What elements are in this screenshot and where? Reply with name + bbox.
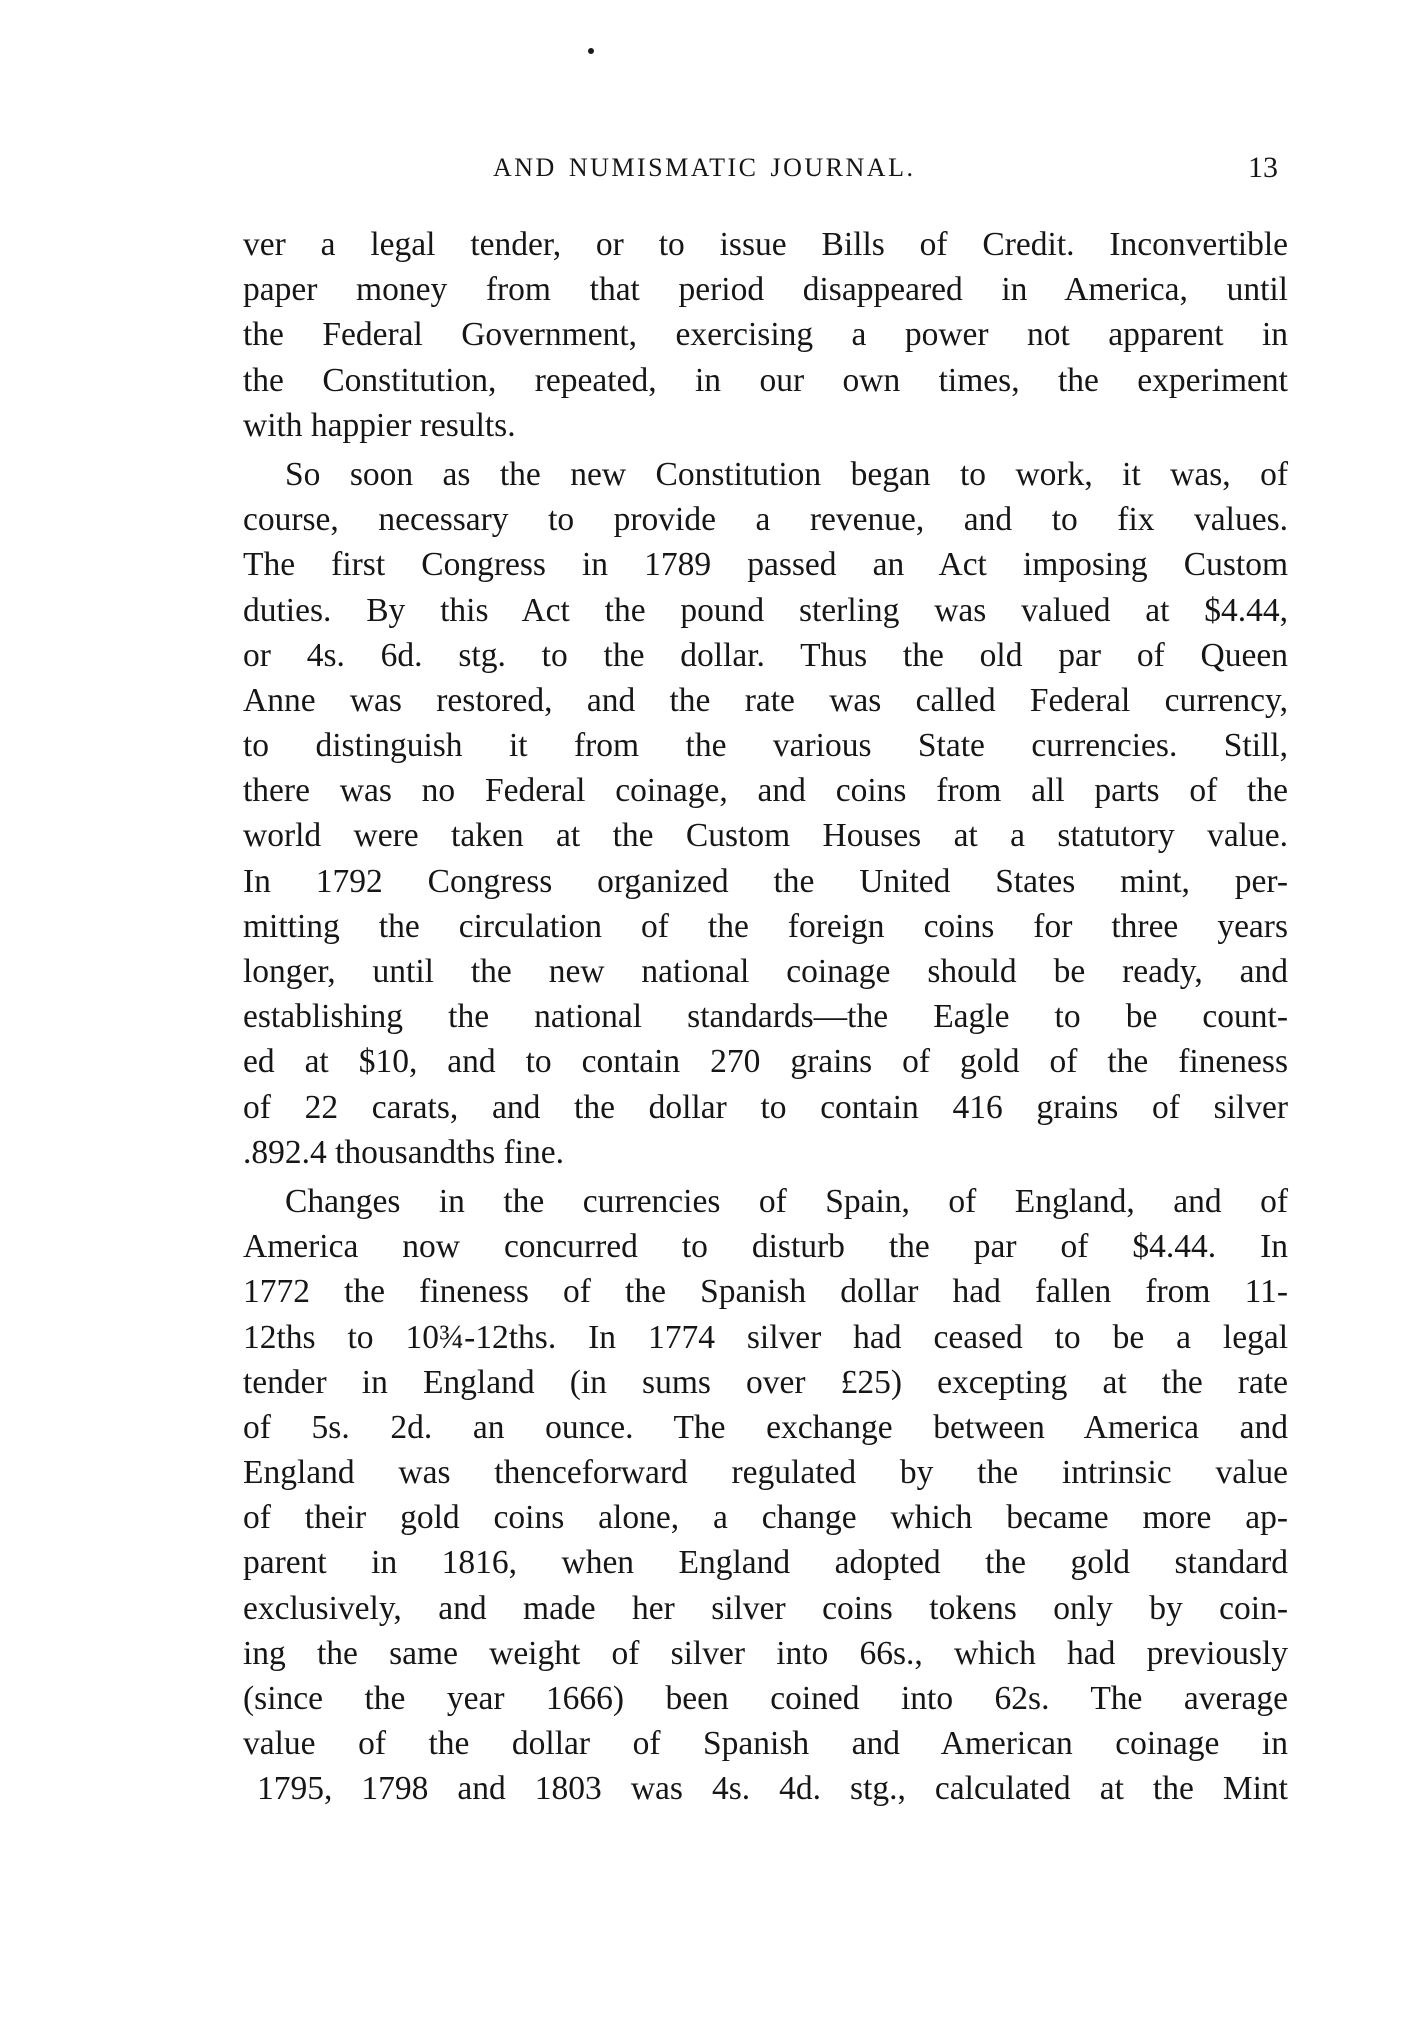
- running-title: AND NUMISMATIC JOURNAL.: [493, 153, 916, 182]
- text-line: to distinguish it from the various State currencies. Still,: [243, 727, 1288, 765]
- text-line: paper money from that period disappeared in America, until: [243, 271, 1288, 309]
- text-line: tender in England (in sums over £25) excepting at the rate: [243, 1363, 1288, 1401]
- text-line: 12ths to 10¾-12ths. In 1774 silver had ceased to be a legal: [243, 1318, 1288, 1356]
- running-head: [243, 148, 1288, 188]
- body-text: [243, 222, 1288, 1812]
- text-line: of their gold coins alone, a change which became more ap-: [243, 1499, 1288, 1537]
- text-line: with happier results.: [243, 406, 516, 444]
- text-line: Anne was restored, and the rate was called Federal currency,: [243, 681, 1288, 719]
- text-line: parent in 1816, when England adopted the gold standard: [243, 1544, 1288, 1582]
- printer-mark: [588, 48, 594, 54]
- text-line: of 5s. 2d. an ounce. The exchange between America and: [243, 1408, 1288, 1446]
- text-line: duties. By this Act the pound sterling was valued at $4.44,: [243, 591, 1288, 629]
- text-line: exclusively, and made her silver coins tokens only by coin-: [243, 1589, 1288, 1627]
- text-line: the Constitution, repeated, in our own times, the experiment: [243, 361, 1288, 399]
- paragraph-1: [243, 222, 1288, 448]
- text-line: The first Congress in 1789 passed an Act imposing Custom: [243, 546, 1288, 584]
- text-line: So soon as the new Constitution began to work, it was, of: [285, 455, 1288, 493]
- paragraph-2: [243, 452, 1288, 1175]
- text-line: world were taken at the Custom Houses at a statutory value.: [243, 817, 1288, 855]
- text-line: 1772 the fineness of the Spanish dollar had fallen from 11-: [243, 1273, 1288, 1311]
- text-line: the Federal Government, exercising a power not apparent in: [243, 316, 1288, 354]
- text-line: ing the same weight of silver into 66s., which had previously: [243, 1634, 1288, 1672]
- text-line: (since the year 1666) been coined into 62s. The average: [243, 1680, 1288, 1717]
- text-line: of 22 carats, and the dollar to contain 416 grains of silver: [243, 1088, 1288, 1126]
- text-line: establishing the national standards—the Eagle to be count-: [243, 998, 1288, 1036]
- text-line: ed at $10, and to contain 270 grains of gold of the fineness: [243, 1043, 1288, 1081]
- page-number: 13: [1248, 151, 1278, 184]
- text-line: value of the dollar of Spanish and American coinage in: [243, 1725, 1288, 1763]
- text-line: longer, until the new national coinage should be ready, and: [243, 953, 1288, 990]
- text-line: ver a legal tender, or to issue Bills of Credit. Inconvertible: [243, 226, 1288, 263]
- text-line: Changes in the currencies of Spain, of England, and of: [285, 1182, 1288, 1220]
- text-line: there was no Federal coinage, and coins from all parts of the: [243, 772, 1288, 810]
- text-line: .892.4 thousandths fine.: [243, 1133, 565, 1171]
- text-line: or 4s. 6d. stg. to the dollar. Thus the old par of Queen: [243, 636, 1288, 674]
- text-line: In 1792 Congress organized the United States mint, per-: [243, 862, 1288, 900]
- paragraph-3: [243, 1179, 1288, 1812]
- text-line: England was thenceforward regulated by the intrinsic value: [243, 1454, 1288, 1492]
- text-line: 1795, 1798 and 1803 was 4s. 4d. stg., calculated at the Mint: [257, 1770, 1288, 1808]
- text-line: course, necessary to provide a revenue, and to fix values.: [243, 501, 1288, 539]
- text-line: mitting the circulation of the foreign coins for three years: [243, 907, 1288, 945]
- text-line: America now concurred to disturb the par of $4.44. In: [243, 1228, 1288, 1266]
